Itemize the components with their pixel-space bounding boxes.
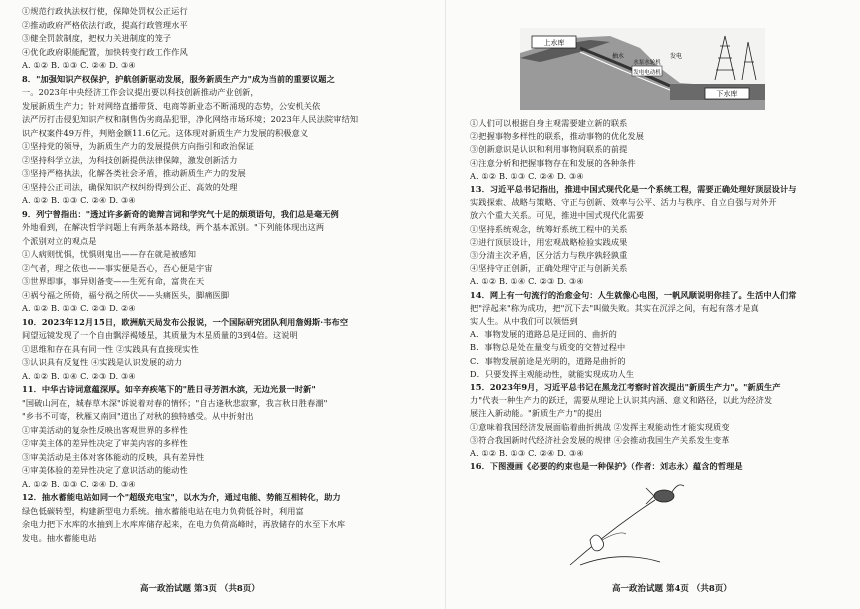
text-line: 实践探索、战略与策略、守正与创新、效率与公平、活力与秩序、自立自强与对外开 bbox=[470, 197, 777, 208]
text-line: 13．习近平总书记指出，推进中国式现代化是一个系统工程，需要正确处理好顶层设计与 bbox=[470, 184, 797, 194]
motor-label: 发电电动机 bbox=[633, 70, 661, 76]
text-line: 16．下图漫画《必要的约束也是一种保护》（作者：刘志永）蕴含的哲理是 bbox=[470, 461, 743, 472]
text-line: ③分清主次矛盾，区分活力与秩序孰轻孰重 bbox=[470, 250, 628, 260]
text-line: ①意味着我国经济发展面临着曲折挑战 ②发挥主观能动性才能实现质变 bbox=[470, 421, 730, 432]
text-line: 识产权案件49万件，判赔金额11.6亿元。这体现对新质生产力发展的积极意义 bbox=[22, 127, 309, 138]
text-line: ②审美主体的差异性决定了审美内容的多样性 bbox=[22, 438, 188, 448]
text-line: ②坚持科学立法，为科技创新提供法律保障，激发创新活力 bbox=[22, 154, 238, 165]
text-line: A．事物发展的道路总是迂回的、曲折的 bbox=[470, 329, 617, 340]
text-line: B．事物总是处在量变与质变的交替过程中 bbox=[470, 342, 626, 353]
text-line: 9．列宁曾指出："透过许多新奇的诡辩言词和学究气十足的烦琐语句，我们总是毫无例 bbox=[22, 208, 339, 219]
text-line: ③符合我国新时代经济社会发展的规律 ④会推动我国生产关系发生变革 bbox=[470, 434, 730, 445]
text-line: ①审美活动的复杂性反映出客观世界的多样性 bbox=[22, 424, 188, 435]
text-line: 12．抽水蓄能电站如同一个"超级充电宝"，以水为介，通过电能、势能互相转化，助力 bbox=[22, 492, 341, 502]
text-line: "乡书不可寄，秋雁又南回"道出了对秋的独特感受。从中折射出 bbox=[22, 411, 254, 421]
text-line: 15．2023年9月，习近平总书记在黑龙江考察时首次提出"新质生产力"。"新质生产 bbox=[470, 382, 781, 392]
text-line: 10．2023年12月15日，欧洲航天局发布公报说，一个国际研究团队利用詹姆斯·韦布空 bbox=[22, 316, 349, 327]
pumped-storage-diagram bbox=[520, 28, 765, 110]
text-line: 力"代表一种生产力的跃迁，需要从理论上认识其内涵、意义和路径，以此为经济发 bbox=[470, 395, 773, 406]
text-line: 实人生。从中我们可以领悟到 bbox=[470, 316, 578, 326]
text-line: ④优化政府职能配置，加快转变行政工作作风 bbox=[22, 46, 188, 57]
page-divider bbox=[445, 0, 446, 609]
text-line: ④祸兮福之所倚，福兮祸之所伏——头痛医头，脚痛医脚 bbox=[22, 289, 230, 300]
text-line: D．只要发挥主观能动性，就能实现成功人生 bbox=[470, 368, 635, 379]
text-line: 发电。抽水蓄能电站 bbox=[22, 532, 97, 543]
text-line: 14．网上有一句流行的治愈金句：人生就像心电图，一帆风顺说明你挂了。生活中人们常 bbox=[470, 289, 797, 300]
left-page-footer: 高一政治试题 第3页 （共8页） bbox=[140, 584, 260, 594]
text-line: ②推动政府严格依法行政，提高行政管理水平 bbox=[22, 19, 188, 30]
text-line: A. ①② B. ①④ C. ②③ D. ③④ bbox=[470, 276, 584, 287]
text-line: ④审美体验的差异性决定了意识活动的能动性 bbox=[22, 465, 188, 475]
lower-reservoir-label: 下水库 bbox=[716, 90, 738, 98]
cartoon-kite-illustration bbox=[560, 470, 710, 570]
text-line: ①人病则忧惧，忧惧则鬼出——存在就是被感知 bbox=[22, 249, 197, 259]
text-line: 余电力把下水库的水抽到上水库库储存起来，在电力负荷高峰时，再放储存的水至下水库 bbox=[22, 519, 346, 529]
text-line: A. ①② B. ①③ C. ②④ D. ③④ bbox=[470, 170, 584, 181]
text-line: 绿色低碳转型，构建新型电力系统。抽水蓄能电站在电力负荷低谷时，利用富 bbox=[22, 505, 304, 516]
text-line: ②进行顶层设计，用宏观战略检验实践成果 bbox=[470, 236, 628, 247]
text-line: ④注意分析和把握事物存在和发展的各种条件 bbox=[470, 157, 636, 168]
text-line: ①坚持系统观念，统筹好系统工程中的关系 bbox=[470, 223, 628, 234]
pumping-label: 抽水 bbox=[612, 53, 625, 60]
text-line: A. ①② B. ①③ C. ②④ D. ③④ bbox=[22, 195, 136, 205]
text-line: 法严厉打击侵犯知识产权和制售伪劣商品犯罪，净化网络市场环境；2023年人民法院审结知 bbox=[22, 114, 359, 124]
text-line: ③坚持严格执法，化解各类社会矛盾，推动新质生产力的发展 bbox=[22, 168, 246, 178]
text-line: A. ①② B. ①③ C. ②④ D. ③④ bbox=[470, 448, 584, 458]
text-line: 一。2023年中央经济工作会议提出要以科技创新推动产业创新， bbox=[22, 87, 259, 97]
text-line: 发展新质生产力；针对网络直播带货、电商等新业态不断涌现的态势，公安机关依 bbox=[22, 100, 321, 111]
text-line: ③认识具有反复性 ④实践是认识发展的动力 bbox=[22, 357, 183, 367]
text-line: ①坚持党的领导，为新质生产力的发展提供方向指引和政治保证 bbox=[22, 141, 255, 151]
text-line: ①规范行政执法权行使，保障处罚权公正运行 bbox=[22, 6, 188, 16]
text-line: ①人们可以根据自身主观需要建立新的联系 bbox=[470, 118, 628, 128]
text-line: ③创新意识是认识和利用事物间联系的前提 bbox=[470, 144, 628, 155]
text-line: A. ①② B. ①③ C. ②④ D. ③④ bbox=[22, 60, 136, 70]
text-line: "国破山河在，城春草木深"诉说着对春的情怀；"自古逢秋悲寂寥，我言秋日胜春潮" bbox=[22, 397, 328, 408]
text-line: 个派别对立的观点是 bbox=[22, 235, 97, 246]
text-line: ④坚持守正创新，正确处理守正与创新关系 bbox=[470, 263, 628, 274]
text-line: 11．中华古诗词意蕴深厚。如辛弃疾笔下的"胜日寻芳泗水滨，无边光景一时新" bbox=[22, 384, 316, 394]
text-line: ③健全罚款制度，把权力关进制度的笼子 bbox=[22, 33, 172, 43]
text-line: A. ①② B. ①④ C. ②③ D. ③④ bbox=[22, 370, 136, 381]
text-line: A. ①② B. ①③ C. ②④ D. ③④ bbox=[22, 478, 136, 489]
upper-reservoir-label: 上水库 bbox=[543, 39, 565, 47]
text-line: ①思维和存在具有同一性 ②实践具有直接现实性 bbox=[22, 343, 199, 354]
text-line: ③世界即事，事异则备变——生死有命，富贵在天 bbox=[22, 276, 205, 286]
text-line: 外地看到，在解决哲学问题上有两条基本路线，两个基本派别。"下列能体现出这两 bbox=[22, 222, 325, 232]
right-page-footer: 高一政治试题 第4页 （共8页） bbox=[612, 584, 732, 594]
text-line: 间望远镜发现了一个自由飘浮褐矮星，其质量为木星质量的3到4倍。这说明 bbox=[22, 330, 298, 340]
text-line: 8．"加强知识产权保护，护航创新驱动发展，服务新质生产力"成为当前的重要议题之 bbox=[22, 73, 335, 84]
text-line: ③审美活动是主体对客体能动的反映，具有差异性 bbox=[22, 451, 205, 462]
text-line: ②气者，理之依也——事实便是吾心，吾心便是宇宙 bbox=[22, 262, 213, 273]
generator-label: 水泵水轮机 bbox=[633, 60, 661, 66]
power-gen-label: 发电 bbox=[670, 53, 683, 60]
text-line: 展注入新动能。"新质生产力"的提出 bbox=[470, 408, 603, 419]
text-line: ②把握事物多样性的联系，推动事物的优化发展 bbox=[470, 131, 645, 142]
text-line: A. ①② B. ①③ C. ②③ D. ②④ bbox=[22, 303, 136, 313]
left-page bbox=[22, 0, 427, 609]
text-line: ④坚持公正司法，确保知识产权纠纷得到公正、高效的处理 bbox=[22, 181, 238, 192]
text-line: 放六个重大关系。可见，推进中国式现代化需要 bbox=[470, 210, 645, 221]
text-line: C．事物发展前途是光明的，道路是曲折的 bbox=[470, 355, 626, 366]
text-line: 把"浮起来"称为成功，把"沉下去"叫做失败。其实在沉浮之间，有起有落才是真 bbox=[470, 302, 759, 313]
